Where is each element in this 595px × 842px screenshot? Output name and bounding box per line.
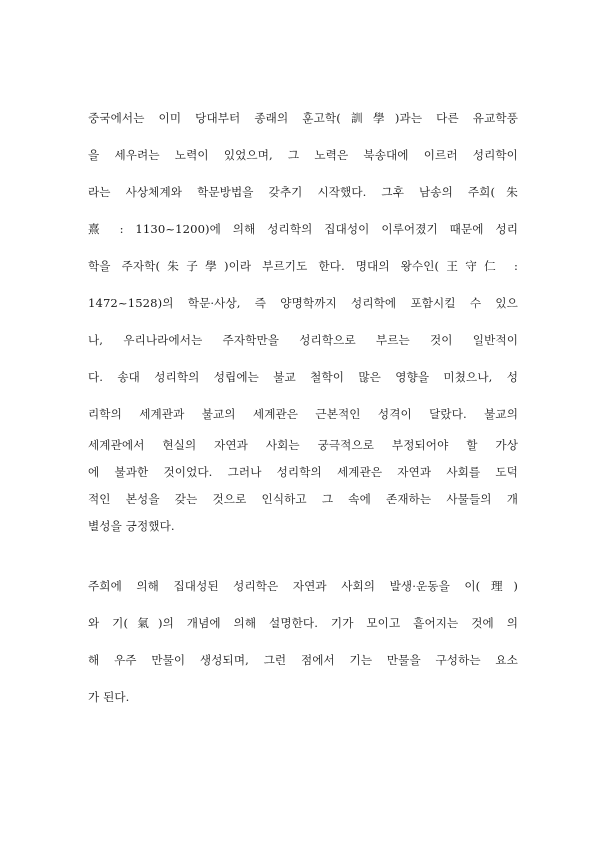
text-line: 리학의 세계관과 불교의 세계관은 근본적인 성격이 달랐다. 불교의	[88, 407, 518, 421]
text-line: 세계관에서 현실의 자연과 사회는 궁극적으로 부정되어야 할 가상	[88, 438, 518, 452]
text-line: 와 기(氣)의 개념에 의해 설명한다. 기가 모이고 흩어지는 것에 의	[88, 616, 518, 630]
text-line: 1472~1528)의 학문·사상, 즉 양명학까지 성리학에 포함시킬 수 있으	[88, 296, 518, 310]
text-line: 熹 : 1130~1200)에 의해 성리학의 집대성이 이루어졌기 때문에 성리	[88, 222, 518, 236]
text-line: 을 세우려는 노력이 있었으며, 그 노력은 북송대에 이르러 성리학이	[88, 148, 518, 162]
text-line: 해 우주 만물이 생성되며, 그런 점에서 기는 만물을 구성하는 요소	[88, 653, 518, 667]
text-line: 나, 우리나라에서는 주자학만을 성리학으로 부르는 것이 일반적이	[88, 333, 518, 347]
text-line: 에 불과한 것이었다. 그러나 성리학의 세계관은 자연과 사회를 도덕	[88, 465, 518, 479]
text-line: 학을 주자학(朱子學)이라 부르기도 한다. 명대의 왕수인(王守仁 :	[88, 259, 518, 273]
text-line: 적인 본성을 갖는 것으로 인식하고 그 속에 존재하는 사물들의 개	[88, 492, 518, 506]
text-line: 라는 사상체계와 학문방법을 갖추기 시작했다. 그후 남송의 주희(朱	[88, 185, 518, 199]
text-line: 중국에서는 이미 당대부터 종래의 훈고학(訓學)과는 다른 유교학풍	[88, 111, 518, 125]
text-line: 주희에 의해 집대성된 성리학은 자연과 사회의 발생·운동을 이(理)	[88, 579, 518, 593]
text-line: 별성을 긍정했다.	[88, 519, 175, 533]
text-line: 가 된다.	[88, 690, 130, 704]
text-line: 다. 송대 성리학의 성립에는 불교 철학이 많은 영향을 미쳤으나, 성	[88, 370, 518, 384]
